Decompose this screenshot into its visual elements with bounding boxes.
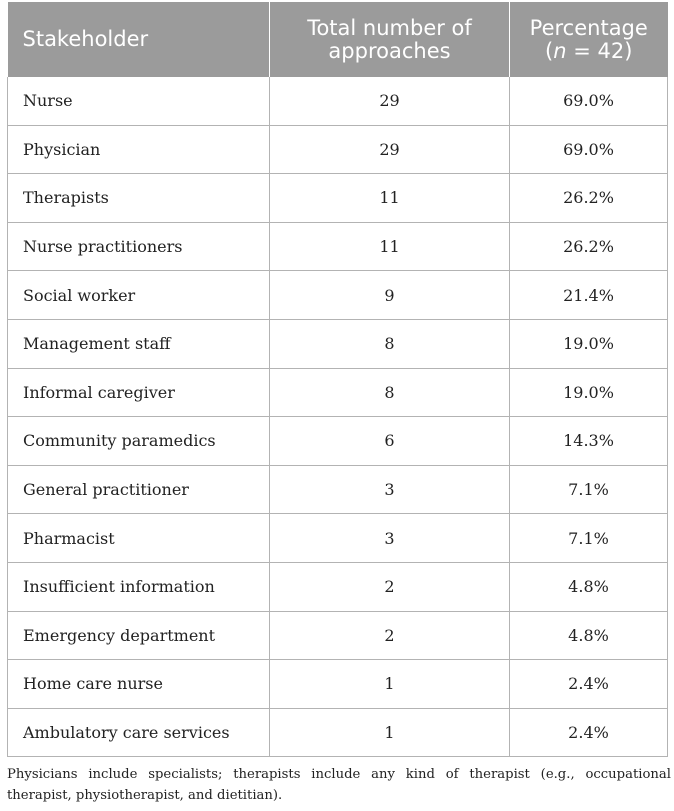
cell-percentage: 19.0%	[510, 368, 668, 417]
table-footnote: Physicians include specialists; therapists include any kind of therapist (e.g., occupational therapist, physiotherapist, and dietitian).	[7, 767, 671, 803]
cell-percentage: 7.1%	[510, 514, 668, 563]
cell-stakeholder: Physician	[8, 125, 270, 174]
table-row	[8, 514, 668, 563]
header-total-approaches	[270, 2, 510, 77]
table-row	[8, 562, 668, 611]
cell-percentage: 21.4%	[510, 271, 668, 320]
cell-percentage: 4.8%	[510, 611, 668, 660]
cell-stakeholder: Nurse practitioners	[8, 222, 270, 271]
header-total-line1: Total number of	[307, 15, 472, 40]
table-row	[8, 77, 668, 125]
header-percentage	[510, 2, 668, 77]
cell-stakeholder: Insufficient information	[8, 562, 270, 611]
cell-stakeholder: Community paramedics	[8, 417, 270, 466]
table-header	[8, 2, 668, 77]
cell-total: 3	[270, 514, 510, 563]
cell-percentage: 26.2%	[510, 222, 668, 271]
table-row	[8, 125, 668, 174]
header-row	[8, 2, 668, 77]
cell-total: 2	[270, 611, 510, 660]
cell-stakeholder: Therapists	[8, 174, 270, 223]
cell-percentage: 26.2%	[510, 174, 668, 223]
table-row	[8, 319, 668, 368]
cell-total: 1	[270, 708, 510, 757]
table-row	[8, 611, 668, 660]
table-row	[8, 174, 668, 223]
cell-total: 9	[270, 271, 510, 320]
cell-stakeholder: General practitioner	[8, 465, 270, 514]
header-pct-open: (	[545, 38, 554, 63]
cell-percentage: 69.0%	[510, 77, 668, 125]
header-pct-n: n	[553, 38, 567, 63]
cell-percentage: 7.1%	[510, 465, 668, 514]
header-total-line2: approaches	[328, 38, 451, 63]
cell-percentage: 19.0%	[510, 319, 668, 368]
cell-total: 8	[270, 319, 510, 368]
cell-percentage: 14.3%	[510, 417, 668, 466]
header-pct-line1: Percentage	[529, 15, 648, 40]
cell-percentage: 2.4%	[510, 660, 668, 709]
cell-total: 11	[270, 222, 510, 271]
table-row	[8, 708, 668, 757]
table-row	[8, 660, 668, 709]
table-row	[8, 222, 668, 271]
table-row	[8, 271, 668, 320]
cell-stakeholder: Management staff	[8, 319, 270, 368]
stakeholder-table	[7, 2, 668, 757]
cell-total: 1	[270, 660, 510, 709]
table-row	[8, 368, 668, 417]
cell-total: 11	[270, 174, 510, 223]
table-body	[8, 77, 668, 757]
cell-stakeholder: Emergency department	[8, 611, 270, 660]
table-row	[8, 417, 668, 466]
cell-stakeholder: Home care nurse	[8, 660, 270, 709]
cell-percentage: 69.0%	[510, 125, 668, 174]
cell-stakeholder: Social worker	[8, 271, 270, 320]
cell-total: 6	[270, 417, 510, 466]
cell-total: 29	[270, 77, 510, 125]
cell-total: 8	[270, 368, 510, 417]
table-row	[8, 465, 668, 514]
cell-stakeholder: Nurse	[8, 77, 270, 125]
cell-percentage: 2.4%	[510, 708, 668, 757]
cell-total: 3	[270, 465, 510, 514]
stakeholder-table-container	[7, 2, 667, 757]
header-pct-rest: = 42)	[566, 38, 633, 63]
cell-total: 29	[270, 125, 510, 174]
cell-stakeholder: Pharmacist	[8, 514, 270, 563]
cell-percentage: 4.8%	[510, 562, 668, 611]
header-pct-line2	[524, 40, 654, 63]
cell-stakeholder: Ambulatory care services	[8, 708, 270, 757]
cell-stakeholder: Informal caregiver	[8, 368, 270, 417]
header-stakeholder: Stakeholder	[8, 2, 270, 77]
cell-total: 2	[270, 562, 510, 611]
